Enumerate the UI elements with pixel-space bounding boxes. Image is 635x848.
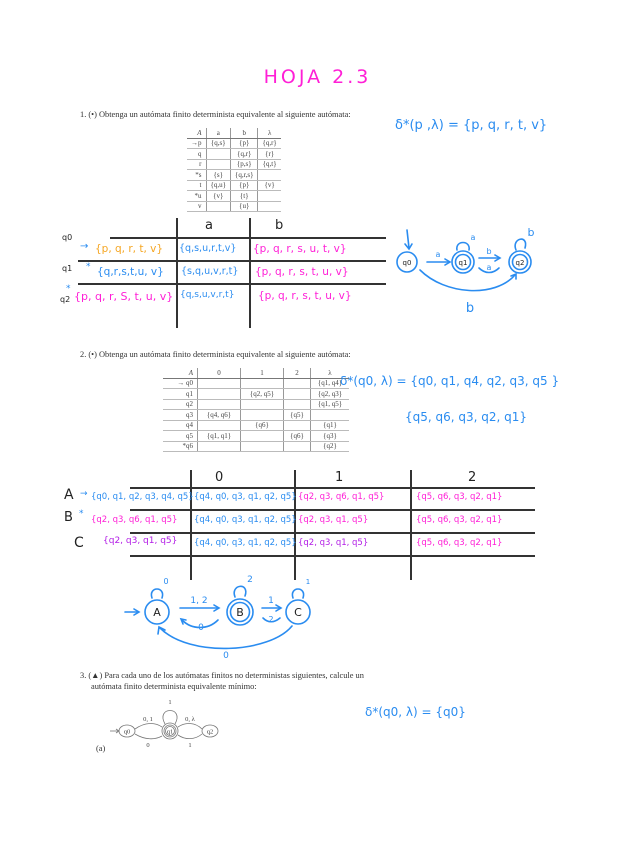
- table-cell: [284, 389, 311, 400]
- table-cell: [284, 441, 311, 452]
- table-row: [187, 159, 281, 170]
- start-marker: →: [80, 489, 88, 499]
- part-label-a: (a): [96, 744, 106, 753]
- row-label: q2: [60, 295, 71, 304]
- state-q1: q1: [458, 259, 468, 267]
- state-q0: q0: [402, 259, 412, 267]
- table-header-row: [187, 128, 281, 138]
- table-header-cell: λ: [258, 128, 281, 138]
- state-q2: q2: [206, 728, 214, 736]
- table-hline: [130, 487, 535, 489]
- edge-label: 1, 2: [190, 596, 208, 606]
- table-cell: {t}: [230, 191, 258, 202]
- table-cell: v: [187, 201, 206, 212]
- table-row: [163, 378, 349, 389]
- table-header-cell: b: [230, 128, 258, 138]
- table-cell: [241, 431, 284, 442]
- closure-note-1: δ*(p ,λ) = {p, q, r, t, v}: [395, 118, 548, 133]
- state-set: {q2, q3, q1, q5}: [103, 536, 178, 546]
- problem-1-nfa-table: [187, 128, 281, 212]
- table-row: [187, 149, 281, 160]
- transition-cell: {s,q,u,v,r,t}: [181, 266, 239, 277]
- table-cell: {q4, q6}: [198, 410, 241, 421]
- edge-label: a: [470, 233, 476, 242]
- state-set: {q2, q3, q6, q1, q5}: [91, 515, 178, 525]
- transition-cell: {q5, q6, q3, q2, q1}: [416, 538, 503, 548]
- closure-note-2a: δ*(q0, λ) = {q0, q1, q4, q2, q3, q5 }: [340, 374, 560, 388]
- closure-note-2b: {q5, q6, q3, q2, q1}: [405, 410, 528, 424]
- edge-label: a: [486, 263, 492, 272]
- closure-note-3: δ*(q0, λ) = {q0}: [365, 705, 466, 719]
- table-cell: q2: [163, 399, 198, 410]
- column-header-2: 2: [468, 470, 477, 485]
- table-row: [163, 420, 349, 431]
- table-cell: {p}: [230, 180, 258, 191]
- table-row: [187, 138, 281, 149]
- table-cell: {q2, q5}: [241, 389, 284, 400]
- column-header-0: 0: [215, 470, 224, 485]
- edge-label: 0: [163, 577, 169, 586]
- problem-3a-nfa-diagram: [110, 698, 225, 750]
- state-A: A: [153, 606, 161, 619]
- table-cell: {p}: [230, 138, 258, 149]
- problem-2-statement: 2. (•) Obtenga un autómata finito determinista equivalente al siguiente autómata:: [80, 350, 351, 359]
- table-cell: *q6: [163, 441, 198, 452]
- row-label: B: [64, 510, 73, 525]
- edge-label: a: [435, 250, 441, 259]
- table-row: [187, 191, 281, 202]
- table-cell: [206, 159, 230, 170]
- transition-cell: {q,s,u,r,t,v}: [179, 243, 237, 254]
- table-cell: [241, 399, 284, 410]
- table-row: [163, 410, 349, 421]
- state-q1: q1: [166, 728, 174, 736]
- final-marker: *: [79, 509, 84, 519]
- table-header-cell: a: [206, 128, 230, 138]
- problem-2-nfa-table: [163, 368, 349, 452]
- table-cell: [284, 399, 311, 410]
- row-label: C: [74, 535, 84, 551]
- table-cell: →p: [187, 138, 206, 149]
- row-label: A: [64, 487, 74, 503]
- table-cell: {q1, q5}: [311, 399, 350, 410]
- table-cell: *s: [187, 170, 206, 181]
- problem-1-statement: 1. (•) Obtenga un autómata finito determinista equivalente al siguiente autómata:: [80, 110, 351, 119]
- state-set: {q,r,s,t,u, v}: [97, 266, 164, 278]
- edge-label: b: [527, 226, 535, 239]
- transition-cell: {q2, q3, q6, q1, q5}: [298, 492, 385, 502]
- table-hline: [130, 509, 535, 511]
- state-set: {p, q, r, S, t, u, v}: [74, 290, 174, 303]
- table-cell: [284, 378, 311, 389]
- state-q0: q0: [123, 728, 131, 736]
- table-cell: [258, 201, 281, 212]
- table-vline: [249, 218, 251, 328]
- table-row: [187, 180, 281, 191]
- table-cell: q5: [163, 431, 198, 442]
- column-header-b: b: [275, 218, 284, 233]
- table-cell: [241, 378, 284, 389]
- table-row: [163, 399, 349, 410]
- transition-cell: {q2, q3, q1, q5}: [298, 538, 369, 548]
- edge-label: 0, λ: [185, 716, 195, 723]
- table-row: [163, 431, 349, 442]
- table-cell: {u}: [230, 201, 258, 212]
- table-cell: [284, 420, 311, 431]
- table-header-cell: 2: [284, 368, 311, 378]
- table-row: [187, 201, 281, 212]
- table-cell: *u: [187, 191, 206, 202]
- edge-label: b: [465, 301, 475, 315]
- table-hline: [130, 555, 535, 557]
- table-cell: {q,r}: [258, 138, 281, 149]
- transition-cell: {q5, q6, q3, q2, q1}: [416, 492, 503, 502]
- column-header-1: 1: [335, 470, 344, 485]
- table-header-cell: A: [187, 128, 206, 138]
- table-cell: [198, 420, 241, 431]
- table-cell: {v}: [206, 191, 230, 202]
- transition-cell: {p, q, r, s, t, u, v}: [255, 266, 349, 278]
- table-hline: [78, 283, 386, 285]
- table-hline: [78, 260, 386, 262]
- table-cell: [206, 149, 230, 160]
- edge-label: 0, 1: [143, 716, 153, 723]
- table-cell: {q,t}: [258, 159, 281, 170]
- problem-1-dfa-diagram: [385, 220, 555, 315]
- transition-cell: {q5, q6, q3, q2, q1}: [416, 515, 503, 525]
- table-cell: {q3}: [311, 431, 350, 442]
- table-cell: [198, 389, 241, 400]
- table-cell: {q2}: [311, 441, 350, 452]
- table-cell: [206, 201, 230, 212]
- transition-cell: {p, q, r, s, u, t, v}: [253, 243, 347, 255]
- table-row: [187, 170, 281, 181]
- table-cell: [241, 410, 284, 421]
- table-cell: {s}: [206, 170, 230, 181]
- table-vline: [176, 218, 178, 328]
- transition-cell: {q,s,u,v,r,t}: [180, 290, 235, 300]
- table-cell: {q,s}: [206, 138, 230, 149]
- page-title: HOJA 2.3: [263, 66, 372, 88]
- transition-cell: {q4, q0, q3, q1, q2, q5}: [194, 492, 297, 502]
- problem-2-dfa-diagram: [120, 568, 330, 660]
- table-cell: {q6}: [284, 431, 311, 442]
- final-marker: *: [66, 284, 71, 294]
- table-header-cell: 0: [198, 368, 241, 378]
- edge-label: 0: [146, 742, 150, 749]
- edge-label: 1: [168, 699, 172, 706]
- table-hline: [110, 237, 386, 239]
- state-set: {p, q, r, t, v}: [95, 243, 164, 255]
- edge-label: 1: [188, 742, 192, 749]
- edge-label: b: [486, 247, 492, 256]
- transition-cell: {p, q, r, s, t, u, v}: [258, 290, 352, 302]
- edge-label: 1: [305, 578, 311, 586]
- table-header-row: [163, 368, 349, 378]
- state-set: {q0, q1, q2, q3, q4, q5}: [91, 492, 194, 502]
- edge-label: 1: [268, 596, 274, 606]
- table-cell: q1: [163, 389, 198, 400]
- table-cell: [258, 191, 281, 202]
- table-header-cell: A: [163, 368, 198, 378]
- table-cell: [198, 378, 241, 389]
- table-cell: r: [187, 159, 206, 170]
- table-cell: {q,r,s}: [230, 170, 258, 181]
- table-cell: q: [187, 149, 206, 160]
- table-row: [163, 441, 349, 452]
- table-cell: q3: [163, 410, 198, 421]
- table-cell: {v}: [258, 180, 281, 191]
- table-cell: {q5}: [284, 410, 311, 421]
- table-cell: → q0: [163, 378, 198, 389]
- state-B: B: [236, 606, 244, 619]
- table-cell: q4: [163, 420, 198, 431]
- table-cell: [311, 410, 350, 421]
- column-header-a: a: [205, 218, 213, 233]
- table-cell: {q6}: [241, 420, 284, 431]
- table-cell: [198, 399, 241, 410]
- table-cell: [241, 441, 284, 452]
- table-cell: [198, 441, 241, 452]
- table-cell: [258, 170, 281, 181]
- table-row: [163, 389, 349, 400]
- table-cell: {q2, q3}: [311, 389, 350, 400]
- table-header-cell: λ: [311, 368, 350, 378]
- table-cell: t: [187, 180, 206, 191]
- transition-cell: {q4, q0, q3, q1, q2, q5}: [194, 515, 297, 525]
- table-cell: {q,u}: [206, 180, 230, 191]
- table-cell: {p,s}: [230, 159, 258, 170]
- start-marker: →: [80, 241, 89, 252]
- table-cell: {q1, q4}: [311, 378, 350, 389]
- row-label: q0: [62, 233, 73, 242]
- table-header-cell: 1: [241, 368, 284, 378]
- problem-3-statement-line2: autómata finito determinista equivalente mínimo:: [91, 682, 257, 691]
- edge-label: 2: [268, 615, 274, 624]
- transition-cell: {q4, q0, q3, q1, q2, q5}: [194, 538, 297, 548]
- table-cell: {q,r}: [230, 149, 258, 160]
- row-label: q1: [62, 264, 73, 273]
- state-q2: q2: [515, 259, 525, 267]
- final-marker: *: [86, 262, 91, 272]
- state-C: C: [294, 606, 302, 619]
- table-cell: {r}: [258, 149, 281, 160]
- edge-label: 0: [223, 651, 229, 660]
- table-hline: [130, 532, 535, 534]
- edge-label: 2: [247, 575, 253, 585]
- edge-label: 0: [198, 623, 204, 633]
- table-cell: {q1, q1}: [198, 431, 241, 442]
- transition-cell: {q2, q3, q1, q5}: [298, 515, 369, 525]
- table-cell: {q1}: [311, 420, 350, 431]
- problem-3-statement-line1: 3. (▲) Para cada uno de los autómatas finitos no deterministas siguientes, calcule un: [80, 671, 364, 680]
